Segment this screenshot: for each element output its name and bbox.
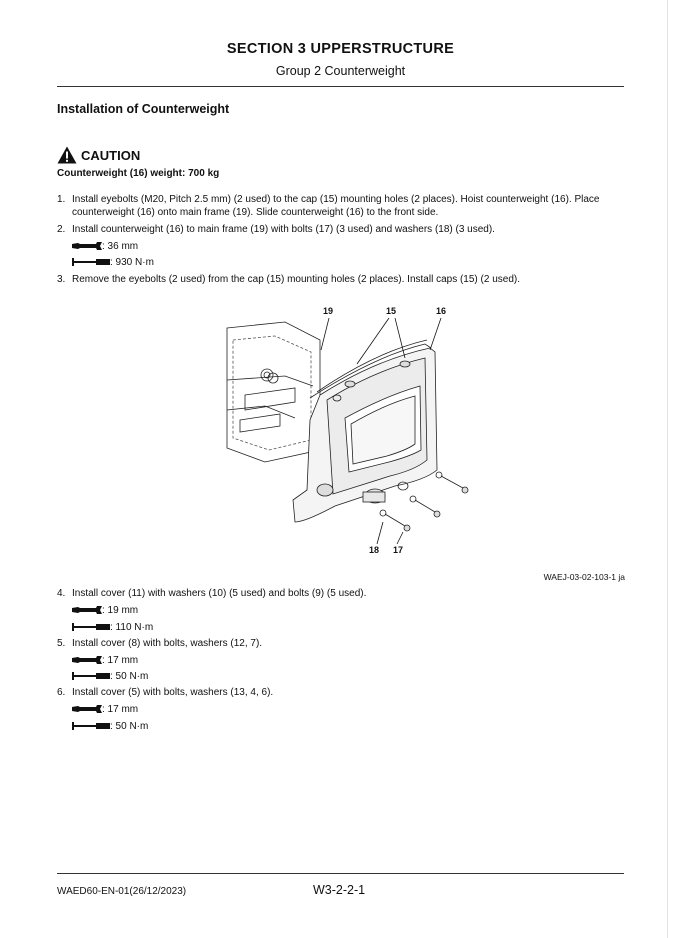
callout-19: 19 [323, 306, 334, 316]
wrench-icon [72, 605, 102, 615]
footer-rule [57, 873, 624, 874]
group-title: Group 2 Counterweight [275, 64, 406, 78]
step-text: Install cover (5) with bolts, washers (13, 4, 6). [72, 687, 274, 698]
warning-triangle-icon [57, 146, 77, 164]
procedure-heading: Installation of Counterweight [57, 102, 230, 116]
wrench-spec [72, 654, 138, 666]
step-number: 1. [57, 194, 66, 205]
wrench-size: : 17 mm [102, 654, 139, 666]
document-id: WAED60-EN-01(26/12/2023) [57, 886, 187, 897]
caution-weight-note: Counterweight (16) weight: 700 kg [57, 168, 220, 179]
step-text: Install cover (11) with washers (10) (5 used) and bolts (9) (5 used). [72, 588, 367, 599]
torque-spec [72, 256, 154, 268]
caution-block [57, 146, 140, 164]
wrench-icon [72, 655, 102, 665]
callout-15: 15 [386, 306, 397, 316]
torque-value: : 930 N·m [110, 256, 154, 268]
torque-value: : 110 N·m [110, 621, 154, 633]
torque-wrench-icon [72, 671, 110, 681]
torque-spec [72, 621, 153, 633]
torque-value: : 50 N·m [110, 720, 149, 732]
callout-18: 18 [369, 545, 380, 555]
wrench-size: : 36 mm [102, 240, 139, 252]
torque-value: : 50 N·m [110, 670, 149, 682]
step-number: 4. [57, 588, 66, 599]
wrench-size: : 19 mm [102, 604, 139, 616]
step-text: Install counterweight (16) to main frame (19) with bolts (17) (3 used) and washers (18) (3 used). [72, 224, 495, 235]
wrench-spec [72, 240, 138, 252]
header-rule [57, 86, 624, 87]
step-text: Remove the eyebolts (2 used) from the cap (15) mounting holes (2 places). Install caps (15) (2 used). [72, 274, 520, 285]
wrench-icon [72, 704, 102, 714]
callout-17: 17 [393, 545, 404, 555]
figure-code: WAEJ-03-02-103-1 ja [543, 572, 625, 582]
torque-wrench-icon [72, 257, 110, 267]
wrench-spec [72, 703, 138, 715]
step-number: 3. [57, 274, 66, 285]
caution-label: CAUTION [81, 147, 141, 163]
wrench-size: : 17 mm [102, 703, 139, 715]
page-edge-line [667, 0, 668, 938]
section-title: SECTION 3 UPPERSTRUCTURE [226, 41, 455, 57]
page-number: W3-2-2-1 [313, 883, 366, 897]
step-number: 5. [57, 638, 66, 649]
wrench-spec [72, 604, 138, 616]
counterweight-figure [225, 300, 475, 562]
torque-spec [72, 670, 148, 682]
torque-wrench-icon [72, 622, 110, 632]
wrench-icon [72, 241, 102, 251]
step-text: Install eyebolts (M20, Pitch 2.5 mm) (2 used) to the cap (15) mounting holes (2 places). Hoist counterweight (16). Place counterweight (16) onto main frame (19). Slide counterweight (16) to the front side. [72, 194, 600, 218]
step-number: 6. [57, 687, 66, 698]
torque-wrench-icon [72, 721, 110, 731]
step-text: Install cover (8) with bolts, washers (12, 7). [72, 638, 263, 649]
torque-spec [72, 720, 148, 732]
callout-16: 16 [436, 306, 447, 316]
step-number: 2. [57, 224, 66, 235]
